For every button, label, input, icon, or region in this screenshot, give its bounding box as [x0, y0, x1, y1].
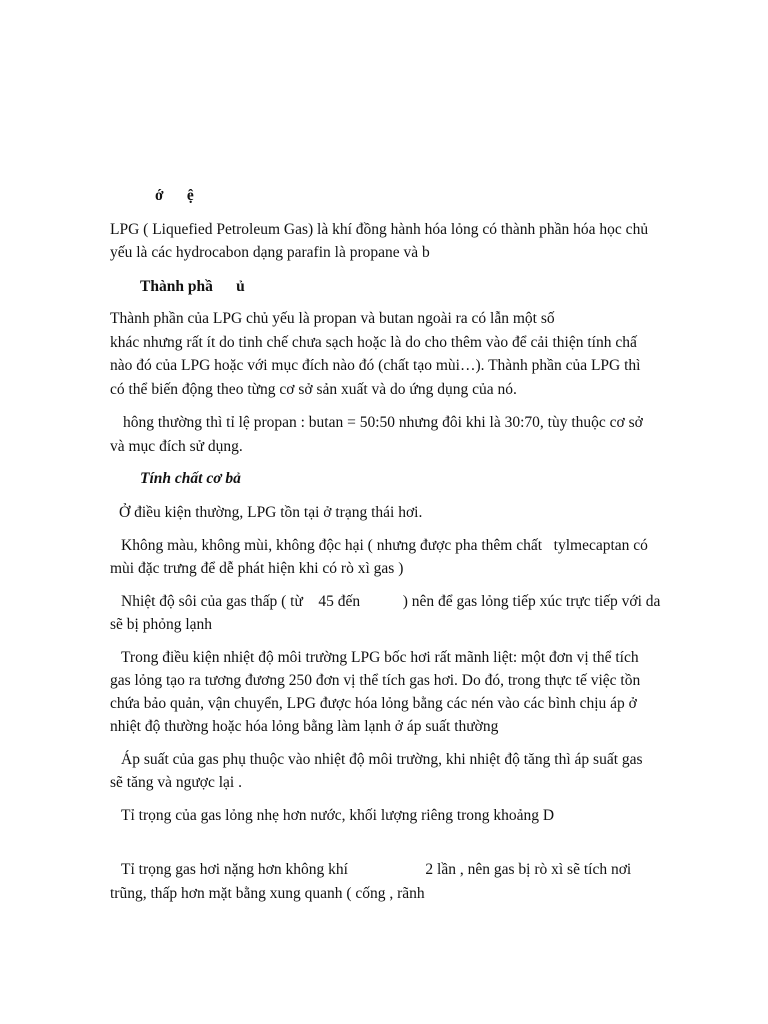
properties-p7-line-1: Tỉ trọng gas hơi nặng hơn không khí 2 lần , nên gas bị rò xì sẽ tích nơi: [121, 861, 632, 878]
properties-p1: Ở điều kiện thường, LPG tồn tại ở trạng thái hơi.: [119, 504, 423, 521]
properties-p5-line-2: sẽ tăng và ngược lại .: [110, 774, 242, 791]
composition-p2-line-1: hông thường thì tỉ lệ propan : butan = 50:50 nhưng đôi khi là 30:70, tùy thuộc cơ sở: [123, 414, 643, 431]
intro-line-2: yếu là các hydrocabon dạng parafin là propane và b: [110, 244, 430, 261]
properties-p4-line-1: Trong điều kiện nhiệt độ môi trường LPG bốc hơi rất mãnh liệt: một đơn vị thể tích: [121, 649, 639, 666]
properties-p4-line-4: nhiệt độ thường hoặc hóa lỏng bằng làm lạnh ở áp suất thường: [110, 718, 499, 735]
composition-p1-line-2: khác nhưng rất ít do tinh chế chưa sạch hoặc là do cho thêm vào để cải thiện tính chấ: [110, 334, 637, 351]
composition-heading: Thành phầ ủ: [140, 278, 245, 295]
intro-line-1: LPG ( Liquefied Petroleum Gas) là khí đồng hành hóa lỏng có thành phần hóa học chủ: [110, 221, 649, 238]
properties-p5-line-1: Áp suất của gas phụ thuộc vào nhiệt độ môi trường, khi nhiệt độ tăng thì áp suất gas: [121, 751, 643, 768]
properties-heading: Tính chất cơ bả: [140, 470, 241, 487]
heading-fragment: ớ ệ: [155, 187, 194, 204]
properties-p2-line-1: Không màu, không mùi, không độc hại ( nhưng được pha thêm chất tylmecaptan có: [121, 537, 648, 554]
properties-p3-line-2: sẽ bị phỏng lạnh: [110, 616, 213, 633]
properties-p4-line-2: gas lỏng tạo ra tương đương 250 đơn vị thể tích gas hơi. Do đó, trong thực tế việc tồn: [110, 672, 641, 689]
properties-p6: Tỉ trọng của gas lỏng nhẹ hơn nước, khối lượng riêng trong khoảng D: [121, 807, 555, 824]
properties-p7-line-2: trũng, thấp hơn mặt bằng xung quanh ( cống , rãnh: [110, 885, 425, 902]
properties-p4-line-3: chứa bảo quản, vận chuyển, LPG được hóa lỏng bằng các nén vào các bình chịu áp ở: [110, 695, 637, 712]
composition-p1-line-4: có thể biến động theo từng cơ sở sản xuất và do ứng dụng của nó.: [110, 381, 517, 398]
properties-p2-line-2: mùi đặc trưng để dễ phát hiện khi có rò xì gas ): [110, 560, 404, 577]
composition-p2-line-2: và mục đích sử dụng.: [110, 438, 243, 455]
properties-p3-line-1: Nhiệt độ sôi của gas thấp ( từ 45 đến ) nên để gas lỏng tiếp xúc trực tiếp với da: [121, 593, 661, 610]
composition-p1-line-1: Thành phần của LPG chủ yếu là propan và butan ngoài ra có lẫn một số: [110, 310, 555, 327]
composition-p1-line-3: nào đó của LPG hoặc với mục đích nào đó (chất tạo mùi…). Thành phần của LPG thì: [110, 357, 641, 374]
